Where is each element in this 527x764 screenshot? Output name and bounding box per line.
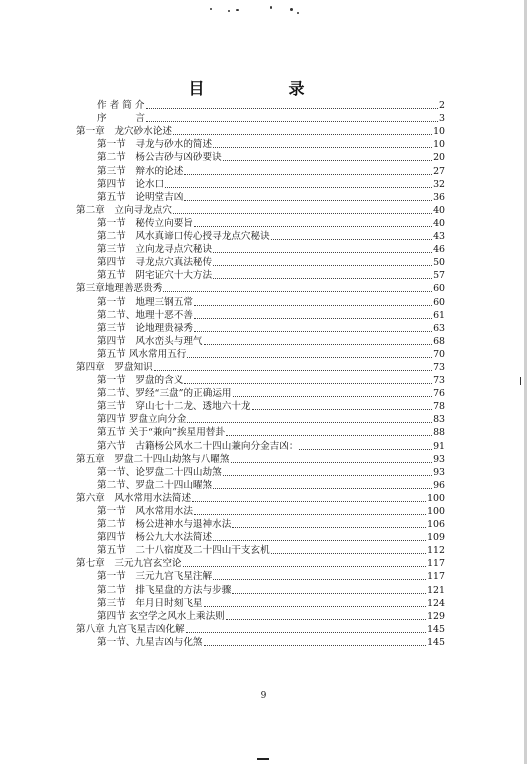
dot-leader (213, 488, 432, 489)
toc-chapter-row[interactable] (76, 557, 445, 570)
dot-leader (204, 344, 433, 345)
toc-entry-row[interactable] (76, 505, 445, 518)
toc-entry-row[interactable] (76, 99, 445, 112)
toc-page-number: 76 (433, 388, 445, 400)
dot-leader (187, 357, 432, 358)
toc-entry-row[interactable] (76, 610, 445, 623)
toc-entry-label: 第二节、地理十恶不善 (97, 309, 193, 321)
toc-entry-label: 第一节 风水常用水法 (97, 506, 193, 517)
toc-entry-row[interactable] (76, 230, 445, 243)
dot-leader (192, 501, 426, 502)
toc-page-number: 93 (433, 453, 445, 465)
toc-page-number: 70 (433, 348, 445, 360)
dot-leader (194, 318, 432, 319)
toc-chapter-row[interactable] (76, 492, 445, 505)
toc-page-number: 124 (427, 597, 445, 609)
toc-page-number: 2 (439, 100, 445, 112)
toc-entry-label: 第六章 风水常用水法简述 (76, 492, 192, 504)
dot-leader (232, 527, 426, 528)
toc-page-number: 96 (433, 479, 445, 491)
toc-entry-label: 第二节 排飞星盘的方法与步骤 (97, 584, 232, 596)
toc-entry-row[interactable] (76, 570, 445, 583)
toc-page-number: 121 (427, 584, 445, 596)
toc-page-number: 36 (433, 191, 445, 203)
toc-entry-label: 第三节 立向龙寻点穴秘诀 (97, 244, 213, 256)
toc-page-number: 88 (433, 427, 445, 439)
toc-chapter-row[interactable] (76, 623, 445, 636)
bottom-mark (257, 758, 269, 760)
toc-page-number: 145 (427, 623, 445, 635)
toc-page-number: 83 (433, 414, 445, 426)
toc-entry-label: 第五节 阴宅证穴十大方法 (97, 270, 213, 282)
toc-page-number: 73 (433, 375, 445, 387)
toc-entry-label: 第一节 秘传立向要旨 (97, 217, 193, 229)
toc-page-number: 117 (427, 558, 445, 570)
toc-entry-row[interactable] (76, 112, 445, 125)
toc-entry-label: 第二节、罗盘二十四山曜煞 (97, 479, 213, 491)
toc-entry-label: 作 者 简 介 (97, 100, 145, 112)
toc-entry-row[interactable] (76, 138, 445, 151)
toc-page-number: 10 (433, 126, 445, 138)
toc-entry-row[interactable] (76, 597, 445, 610)
margin-mark (520, 377, 521, 385)
dot-leader (204, 645, 427, 646)
toc-entry-label: 第一节 三元九宫飞星注解 (97, 571, 213, 583)
dot-leader (187, 422, 432, 423)
toc-entry-row[interactable] (76, 583, 445, 596)
scan-speck (290, 8, 293, 11)
page-number: 9 (260, 691, 267, 701)
toc-page-number: 68 (433, 335, 445, 347)
scan-speck (236, 9, 239, 11)
toc-entry-label: 第一节、论罗盘二十四山劫煞 (97, 466, 222, 478)
toc-entry-label: 第五节 二十八宿度及二十四山干支玄机 (97, 545, 270, 557)
toc-entry-label: 第二章 立向寻龙点穴 (76, 204, 172, 216)
dot-leader (173, 213, 432, 214)
toc-entry-row[interactable] (76, 151, 445, 164)
toc-page-number: 20 (433, 152, 445, 164)
toc-page-number: 27 (433, 165, 445, 177)
toc-entry-label: 第二节 杨公进神水与退神水法 (97, 519, 232, 531)
toc-entry-label: 第八章 九宫飞星吉凶化解 (76, 623, 185, 635)
toc-entry-row[interactable] (76, 217, 445, 230)
toc-page-number: 46 (433, 244, 445, 256)
dot-leader (154, 370, 432, 371)
scan-speck (210, 8, 212, 10)
toc-entry-row[interactable] (76, 309, 445, 322)
toc-entry-label: 第二节、罗经“三盘”的正确运用 (97, 388, 232, 400)
dot-leader (232, 593, 426, 594)
toc-page-number: 106 (427, 519, 445, 531)
dot-leader (231, 462, 433, 463)
toc-page-number: 57 (433, 270, 445, 282)
dot-leader (165, 187, 432, 188)
toc-page-number: 117 (427, 571, 445, 583)
toc-page-number: 61 (433, 309, 445, 321)
toc-entry-row[interactable] (76, 191, 445, 204)
toc-entry-label: 第三节 论地理贵禄秀 (97, 322, 193, 334)
toc-entry-row[interactable] (76, 518, 445, 531)
toc-page-number: 40 (433, 204, 445, 216)
toc-page-number: 60 (433, 283, 445, 295)
toc-entry-label: 第一节 地理三钢五常 (97, 296, 193, 308)
toc-entry-label: 第四节 杨公九大水法简述 (97, 532, 213, 544)
toc-page-number: 91 (433, 440, 445, 452)
toc-page-number: 109 (427, 532, 445, 544)
toc-entry-row[interactable] (76, 374, 445, 387)
toc-page-number: 63 (433, 322, 445, 334)
toc-page-number: 43 (433, 231, 445, 243)
toc-entry-label: 第四章 罗盘知识 (76, 361, 153, 373)
toc-entry-row[interactable] (76, 322, 445, 335)
dot-leader (204, 606, 427, 607)
dot-leader (146, 108, 439, 109)
toc-entry-row[interactable] (76, 387, 445, 400)
toc-entry-label: 第五节 风水常用五行 (97, 348, 187, 360)
toc-entry-label: 第四节 论水口 (97, 178, 165, 190)
toc-entry-row[interactable] (76, 439, 445, 452)
toc-entry-label: 第二节 杨公吉砂与凶砂要诀 (97, 152, 222, 164)
toc-entry-label: 第五节 论明堂吉凶 (97, 191, 184, 203)
toc-entry-row[interactable] (76, 413, 445, 426)
dot-leader (194, 514, 426, 515)
toc-page-number: 10 (433, 139, 445, 151)
toc-chapter-row[interactable] (76, 125, 445, 138)
toc-page-number: 78 (433, 401, 445, 413)
toc-entry-row[interactable] (76, 636, 445, 649)
toc-entry-label: 第五章 罗盘二十四山劫煞与八曜煞 (76, 453, 230, 465)
toc-entry-label: 第一节、九星吉凶与化煞 (97, 636, 203, 648)
dot-leader (299, 449, 432, 450)
dot-leader (226, 619, 426, 620)
dot-leader (213, 579, 426, 580)
scan-speck (297, 12, 299, 14)
toc-entry-row[interactable] (76, 335, 445, 348)
toc-entry-label: 第三章地理善恶贵秀 (76, 283, 163, 295)
toc-entry-label: 第一节 寻龙与砂水的简述 (97, 139, 213, 151)
toc-entry-label: 序 言 (97, 113, 145, 125)
toc-entry-row[interactable] (76, 531, 445, 544)
scan-speck (228, 10, 230, 12)
page-title: 目 录 (188, 79, 339, 98)
dot-leader (194, 331, 432, 332)
toc-page-number: 112 (427, 545, 445, 557)
toc-entry-row[interactable] (76, 295, 445, 308)
toc-entry-label: 第三节 年月日时刻飞星 (97, 597, 203, 609)
toc-page-number: 100 (427, 492, 445, 504)
toc-entry-label: 第三节 穿山七十二龙、透地六十龙 (97, 401, 251, 413)
dot-leader (213, 147, 432, 148)
dot-leader (271, 553, 426, 554)
toc-entry-label: 第一章 龙穴砂水论述 (76, 126, 172, 138)
table-of-contents (76, 99, 445, 649)
toc-chapter-row[interactable] (76, 204, 445, 217)
toc-entry-row[interactable] (76, 544, 445, 557)
dot-leader (271, 239, 432, 240)
dot-leader (213, 252, 432, 253)
dot-leader (233, 396, 433, 397)
toc-entry-row[interactable] (76, 426, 445, 439)
dot-leader (194, 305, 432, 306)
toc-entry-label: 第四节 寻龙点穴真法秘传 (97, 257, 213, 269)
toc-entry-label: 第一节 罗盘的含义 (97, 375, 184, 387)
dot-leader (146, 121, 438, 122)
toc-entry-label: 第三节 辩水的论述 (97, 165, 184, 177)
toc-entry-row[interactable] (76, 400, 445, 413)
toc-page-number: 100 (427, 506, 445, 517)
toc-page-number: 50 (433, 257, 445, 269)
dot-leader (173, 134, 432, 135)
toc-chapter-row[interactable] (76, 361, 445, 374)
toc-entry-label: 第五节 关于“兼向”挨星用替卦 (97, 427, 225, 439)
dot-leader (223, 475, 432, 476)
toc-chapter-row[interactable] (76, 282, 445, 295)
toc-entry-label: 第四节 罗盘立向分金 (97, 414, 187, 426)
dot-leader (184, 383, 432, 384)
toc-page-number: 93 (433, 466, 445, 478)
toc-entry-label: 第四节 玄空学之风水上乘法则 (97, 610, 225, 622)
toc-entry-row[interactable] (76, 178, 445, 191)
dot-leader (223, 160, 432, 161)
toc-entry-row[interactable] (76, 243, 445, 256)
dot-leader (226, 435, 432, 436)
toc-entry-row[interactable] (76, 466, 445, 479)
dot-leader (213, 278, 432, 279)
dot-leader (213, 540, 426, 541)
toc-entry-label: 第四节 风水峦头与理气 (97, 335, 203, 347)
dot-leader (163, 291, 432, 292)
dot-leader (252, 409, 433, 410)
toc-entry-row[interactable] (76, 348, 445, 361)
dot-leader (186, 632, 427, 633)
toc-page-number: 3 (439, 113, 445, 125)
toc-entry-row[interactable] (76, 269, 445, 282)
toc-page-number: 129 (427, 610, 445, 622)
toc-chapter-row[interactable] (76, 453, 445, 466)
dot-leader (184, 200, 432, 201)
toc-page-number: 40 (433, 217, 445, 229)
scan-speck (270, 6, 272, 9)
toc-page-number: 60 (433, 296, 445, 308)
dot-leader (184, 174, 432, 175)
toc-entry-label: 第七章 三元九宫玄空论 (76, 558, 182, 570)
toc-entry-row[interactable] (76, 256, 445, 269)
toc-page-number: 73 (433, 361, 445, 373)
dot-leader (194, 226, 432, 227)
toc-entry-label: 第六节 古籍杨公风水二十四山兼向分金吉凶： (97, 440, 299, 452)
toc-page-number: 145 (427, 636, 445, 648)
dot-leader (213, 265, 432, 266)
toc-entry-row[interactable] (76, 479, 445, 492)
toc-entry-label: 第二节 风水真谛口传心授寻龙点穴秘诀 (97, 231, 270, 243)
dot-leader (183, 566, 427, 567)
toc-page-number: 32 (433, 178, 445, 190)
toc-entry-row[interactable] (76, 164, 445, 177)
